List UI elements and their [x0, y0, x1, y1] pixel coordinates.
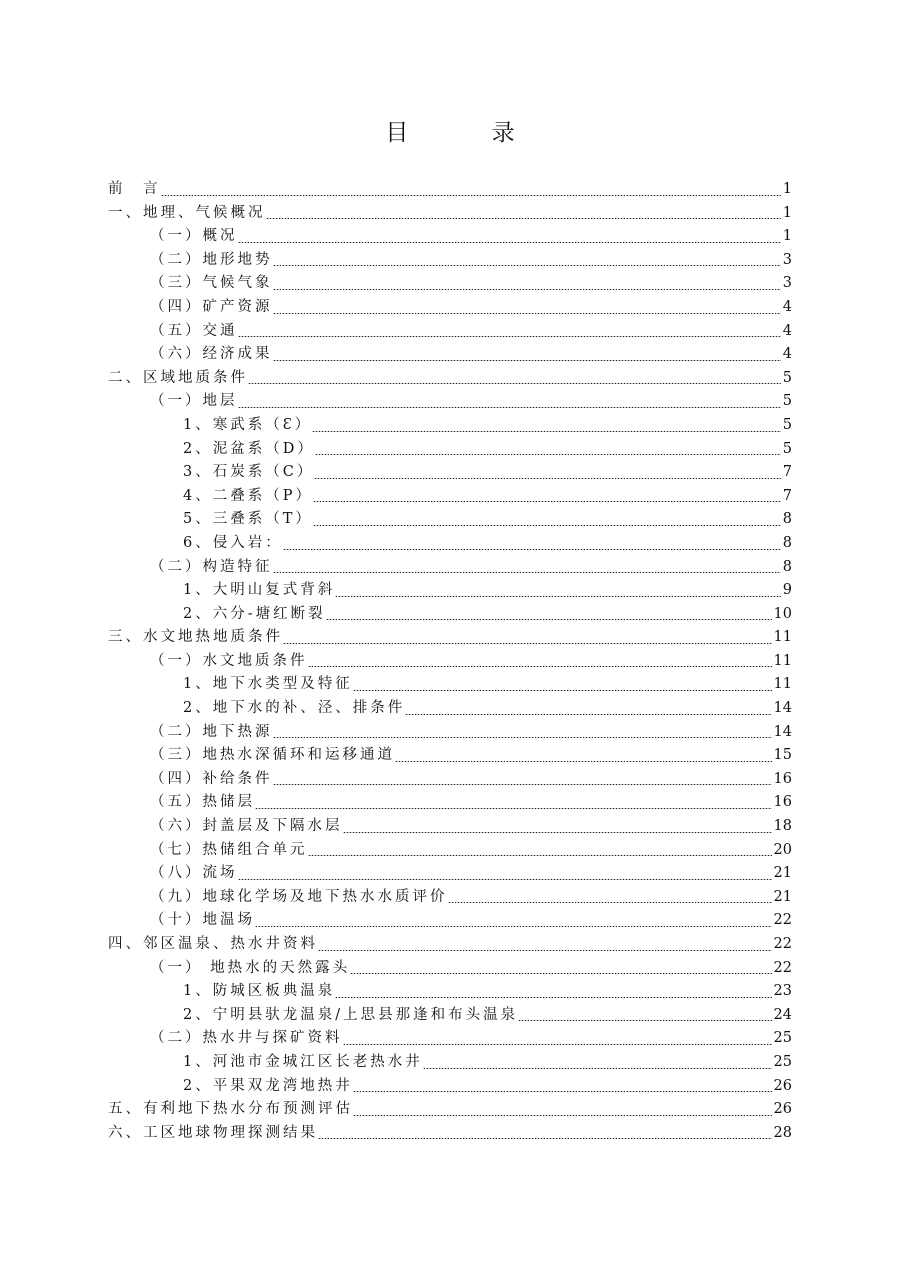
toc-entry[interactable]: [108, 909, 792, 933]
toc-dot-leader: [273, 784, 772, 785]
toc-entry-page-number: 10: [773, 605, 792, 622]
toc-entry[interactable]: [108, 1122, 792, 1146]
toc-entry-page-number: 28: [773, 1124, 792, 1141]
toc-entry[interactable]: [108, 862, 792, 886]
toc-entry[interactable]: [108, 367, 792, 391]
toc-dot-leader: [353, 1091, 772, 1092]
toc-entry-label: 1、大明山复式背斜: [183, 582, 336, 599]
page-title: 目 录: [385, 120, 553, 146]
toc-dot-leader: [283, 549, 781, 550]
toc-entry-page-number: 24: [773, 1006, 792, 1023]
toc-entry-page-number: 14: [773, 723, 792, 740]
toc-dot-leader: [255, 926, 772, 927]
toc-entry-page-number: 8: [782, 534, 792, 551]
toc-entry[interactable]: [108, 532, 792, 556]
toc-entry-label: （十）地温场: [150, 912, 255, 929]
toc-entry-page-number: 4: [782, 298, 792, 315]
toc-entry-label: （五）交通: [150, 322, 238, 339]
toc-entry-page-number: 5: [782, 393, 792, 410]
toc-entry-label: （一）地层: [150, 393, 238, 410]
toc-entry-page-number: 7: [782, 464, 792, 481]
toc-entry-page-number: 25: [773, 1053, 792, 1070]
toc-entry-page-number: 16: [773, 770, 792, 787]
toc-entry[interactable]: [108, 508, 792, 532]
toc-entry[interactable]: [108, 249, 792, 273]
toc-entry[interactable]: [108, 343, 792, 367]
toc-entry-page-number: 14: [773, 700, 792, 717]
toc-entry-page-number: 1: [782, 204, 792, 221]
toc-dot-leader: [161, 195, 781, 196]
toc-entry-label: （三）气候气象: [150, 275, 273, 292]
toc-dot-leader: [335, 997, 771, 998]
toc-entry-page-number: 26: [773, 1077, 792, 1094]
toc-entry[interactable]: [108, 886, 792, 910]
toc-entry-page-number: 5: [782, 369, 792, 386]
toc-entry[interactable]: [108, 556, 792, 580]
toc-entry-label: 三、水文地热地质条件: [108, 629, 283, 646]
toc-dot-leader: [448, 902, 772, 903]
toc-dot-leader: [350, 973, 771, 974]
toc-entry-label: （一） 地热水的天然露头: [150, 959, 351, 976]
toc-dot-leader: [308, 855, 772, 856]
toc-entry-label: 2、六分-塘红断裂: [183, 605, 326, 622]
toc-entry[interactable]: [108, 485, 792, 509]
toc-entry[interactable]: [108, 438, 792, 462]
toc-entry-page-number: 3: [782, 251, 792, 268]
toc-entry[interactable]: [108, 1027, 792, 1051]
toc-dot-leader: [238, 879, 772, 880]
toc-entry[interactable]: [108, 744, 792, 768]
toc-entry-label: （九）地球化学场及地下热水水质评价: [150, 888, 448, 905]
toc-entry-page-number: 11: [773, 676, 792, 693]
toc-dot-leader: [315, 454, 781, 455]
toc-entry-label: 前 言: [108, 181, 161, 197]
toc-dot-leader: [273, 360, 781, 361]
toc-dot-leader: [343, 832, 772, 833]
toc-dot-leader: [283, 643, 772, 644]
toc-entry-label: 五、有利地下热水分布预测评估: [108, 1101, 353, 1118]
toc-entry[interactable]: [108, 579, 792, 603]
toc-entry-page-number: 23: [773, 983, 792, 1000]
toc-dot-leader: [255, 808, 772, 809]
toc-dot-leader: [353, 690, 772, 691]
toc-dot-leader: [273, 265, 781, 266]
toc-dot-leader: [318, 1138, 772, 1139]
toc-entry-page-number: 26: [773, 1101, 792, 1118]
toc-entry-label: 5、三叠系（T）: [183, 511, 313, 528]
toc-dot-leader: [518, 1020, 771, 1021]
toc-entry[interactable]: [108, 272, 792, 296]
toc-entry[interactable]: [108, 1098, 792, 1122]
toc-entry-page-number: 21: [773, 865, 792, 882]
toc-entry-label: 2、平果双龙湾地热井: [183, 1077, 353, 1094]
toc-dot-leader: [312, 431, 781, 432]
toc-entry-label: 一、地理、气候概况: [108, 204, 266, 221]
toc-entry[interactable]: [108, 603, 792, 627]
toc-entry[interactable]: [108, 721, 792, 745]
toc-dot-leader: [238, 242, 781, 243]
toc-entry[interactable]: [108, 697, 792, 721]
toc-dot-leader: [273, 572, 781, 573]
toc-entry-page-number: 7: [782, 487, 792, 504]
toc-entry[interactable]: [108, 1004, 792, 1028]
toc-dot-leader: [273, 313, 781, 314]
toc-entry[interactable]: [108, 461, 792, 485]
toc-dot-leader: [313, 501, 781, 502]
toc-entry[interactable]: [108, 1075, 792, 1099]
toc-entry-label: 1、河池市金城江区长老热水井: [183, 1053, 423, 1070]
toc-entry-label: 1、防城区板典温泉: [183, 983, 336, 1000]
toc-entry-page-number: 5: [782, 416, 792, 433]
toc-dot-leader: [313, 525, 781, 526]
toc-entry[interactable]: [108, 957, 792, 981]
toc-entry-label: （一）水文地质条件: [150, 652, 308, 669]
toc-entry[interactable]: [108, 768, 792, 792]
toc-dot-leader: [266, 218, 781, 219]
toc-entry-label: （二）热水井与探矿资料: [150, 1030, 343, 1047]
toc-entry-label: （七）热储组合单元: [150, 841, 308, 858]
toc-entry-label: 6、侵入岩：: [183, 534, 283, 551]
toc-entry-page-number: 20: [773, 841, 792, 858]
toc-entry[interactable]: [108, 626, 792, 650]
toc-entry-page-number: 25: [773, 1030, 792, 1047]
toc-dot-leader: [248, 383, 781, 384]
toc-dot-leader: [238, 407, 781, 408]
toc-entry-label: （二）构造特征: [150, 558, 273, 575]
toc-entry[interactable]: [108, 933, 792, 957]
toc-entry-page-number: 5: [782, 440, 792, 457]
toc-dot-leader: [314, 478, 780, 479]
toc-entry-label: 四、邻区温泉、热水井资料: [108, 936, 318, 952]
toc-entry-page-number: 8: [782, 511, 792, 528]
toc-dot-leader: [423, 1068, 772, 1069]
toc-entry-page-number: 21: [773, 888, 792, 905]
toc-entry-label: （一）概况: [150, 228, 238, 245]
toc-entry-page-number: 1: [782, 228, 792, 245]
toc-entry-page-number: 15: [773, 747, 792, 764]
toc-dot-leader: [238, 336, 781, 337]
toc-entry-label: （六）经济成果: [150, 346, 273, 363]
toc-entry[interactable]: [108, 1051, 792, 1075]
toc-entry-label: 二、区域地质条件: [108, 369, 248, 386]
toc-entry-page-number: 22: [773, 912, 792, 929]
toc-entry-page-number: 3: [782, 275, 792, 292]
toc-entry-label: （二）地形地势: [150, 251, 273, 268]
toc-entry-label: （六）封盖层及下隔水层: [150, 818, 343, 835]
toc-entry-label: （三）地热水深循环和运移通道: [150, 747, 395, 764]
toc-dot-leader: [308, 666, 772, 667]
toc-entry-label: 2、地下水的补、泾、排条件: [183, 700, 406, 717]
toc-entry[interactable]: [108, 225, 792, 249]
toc-entry-page-number: 4: [782, 346, 792, 363]
toc-entry[interactable]: [108, 650, 792, 674]
toc-entry[interactable]: [108, 791, 792, 815]
toc-entry-page-number: 1: [782, 181, 792, 197]
toc-dot-leader: [405, 714, 771, 715]
toc-dot-leader: [353, 1115, 772, 1116]
toc-entry-page-number: 11: [773, 629, 792, 646]
toc-entry-page-number: 16: [773, 794, 792, 811]
toc-entry[interactable]: [108, 390, 792, 414]
toc-entry[interactable]: [108, 815, 792, 839]
toc-entry-label: （四）矿产资源: [150, 298, 273, 315]
toc-entry-label: （五）热储层: [150, 794, 255, 811]
toc-entry-label: （八）流场: [150, 865, 238, 882]
toc-dot-leader: [343, 1044, 772, 1045]
toc-entry[interactable]: [108, 673, 792, 697]
toc-entry[interactable]: [108, 178, 792, 202]
toc-entry-label: （二）地下热源: [150, 723, 273, 740]
toc-entry-page-number: 8: [782, 558, 792, 575]
toc-entry-label: 4、二叠系（P）: [183, 487, 313, 504]
toc-entry-label: 1、寒武系（Ɛ）: [183, 416, 313, 433]
toc-entry-page-number: 18: [773, 818, 792, 835]
toc-entry-label: （四）补给条件: [150, 770, 273, 787]
toc-entry-page-number: 9: [782, 582, 792, 599]
toc-entry-page-number: 22: [773, 959, 792, 976]
toc-entry[interactable]: [108, 839, 792, 863]
toc-entry[interactable]: [108, 980, 792, 1004]
toc-entry[interactable]: [108, 320, 792, 344]
toc-dot-leader: [335, 596, 781, 597]
toc-entry-page-number: 4: [782, 322, 792, 339]
toc-entry[interactable]: [108, 202, 792, 226]
table-of-contents: [108, 178, 792, 1145]
toc-entry-page-number: 22: [773, 936, 792, 952]
toc-entry-label: 2、宁明县驮龙温泉/上思县那逢和布头温泉: [183, 1006, 519, 1023]
toc-entry[interactable]: [108, 414, 792, 438]
toc-dot-leader: [326, 619, 772, 620]
toc-entry-label: 2、泥盆系（D）: [183, 440, 315, 457]
toc-dot-leader: [273, 289, 781, 290]
toc-entry-label: 3、石炭系（C）: [183, 464, 315, 481]
toc-dot-leader: [273, 737, 772, 738]
toc-dot-leader: [395, 761, 772, 762]
toc-entry-label: 六、工区地球物理探测结果: [108, 1124, 318, 1141]
toc-entry-page-number: 11: [773, 652, 792, 669]
toc-dot-leader: [318, 950, 772, 951]
toc-entry[interactable]: [108, 296, 792, 320]
toc-entry-label: 1、地下水类型及特征: [183, 676, 353, 693]
